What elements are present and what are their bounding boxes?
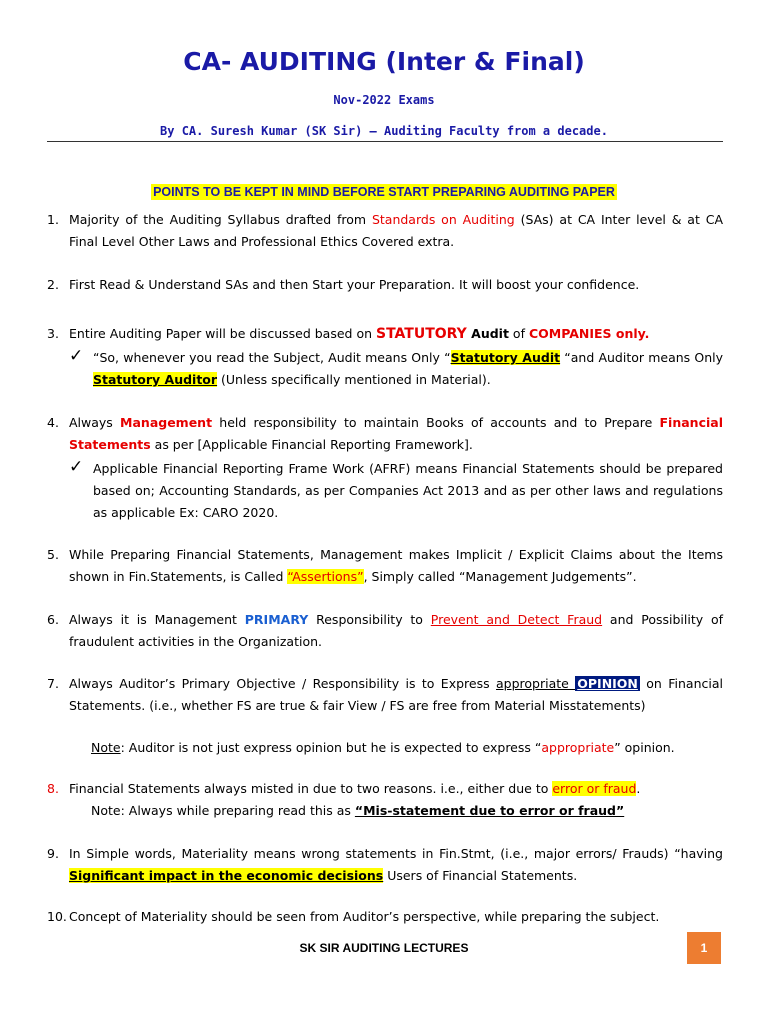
point-text bbox=[69, 323, 723, 345]
text-run: (SAs) at CA Inter level & at CA Final Level Other Laws and Professional Ethics Covered extra. bbox=[69, 212, 723, 249]
point-number: 7. bbox=[47, 676, 59, 691]
header-divider bbox=[47, 141, 723, 142]
point-3 bbox=[47, 323, 723, 345]
text-run: Always it is Management bbox=[69, 612, 245, 627]
point-number: 4. bbox=[47, 415, 59, 430]
text-run: (Unless specifically mentioned in Material). bbox=[217, 372, 491, 387]
point-text bbox=[69, 544, 723, 588]
text-run: . bbox=[636, 781, 641, 796]
highlight-term: appropriate bbox=[496, 676, 576, 691]
text-run: Audit bbox=[466, 326, 509, 341]
text-run: Users of Financial Statements. bbox=[383, 868, 578, 883]
exam-subtitle: Nov-2022 Exams bbox=[333, 93, 435, 107]
point-4 bbox=[47, 412, 723, 456]
text-run: Entire Auditing Paper will be discussed based on bbox=[69, 326, 376, 341]
point-number: 6. bbox=[47, 612, 59, 627]
point-5 bbox=[47, 544, 723, 588]
text-run: Concept of Materiality should be seen from Auditor’s perspective, while preparing the subject. bbox=[69, 909, 660, 924]
highlight-term: PRIMARY bbox=[244, 612, 309, 627]
text-run: on Financial Statements. (i.e., whether FS are true & fair View / FS are free from Material Misstatements) bbox=[69, 676, 723, 713]
point-text bbox=[69, 209, 723, 253]
note-label: Note bbox=[91, 740, 121, 755]
point-text bbox=[69, 778, 723, 800]
point-8-note bbox=[91, 800, 723, 822]
point-1 bbox=[47, 209, 723, 253]
text-run: Responsibility to bbox=[308, 612, 431, 627]
highlight-term: Statutory Auditor bbox=[93, 372, 218, 387]
point-text bbox=[69, 609, 723, 653]
text-run: Financial Statements always misted in due to two reasons. i.e., either due to bbox=[69, 781, 553, 796]
text-run: as per [Applicable Financial Reporting Framework]. bbox=[150, 437, 473, 452]
point-text bbox=[69, 673, 723, 717]
highlight-term: Prevent and Detect Fraud bbox=[430, 612, 603, 627]
highlight-term: Financial Statements bbox=[69, 415, 723, 452]
point-text bbox=[69, 906, 723, 928]
text-run: : Auditor is not just express opinion but he is expected to express “ bbox=[120, 740, 542, 755]
point-6 bbox=[47, 609, 723, 653]
point-number: 2. bbox=[47, 277, 59, 292]
point-number: 8. bbox=[47, 781, 59, 796]
point-2 bbox=[47, 274, 723, 296]
text-run: Always Auditor’s Primary Objective / Responsibility is to Express bbox=[69, 676, 497, 691]
text-run: First Read & Understand SAs and then Start your Preparation. It will boost your confidence. bbox=[69, 277, 640, 292]
point-8 bbox=[47, 778, 723, 800]
point-number: 5. bbox=[47, 547, 59, 562]
point-number: 3. bbox=[47, 326, 59, 341]
point-number: 9. bbox=[47, 846, 59, 861]
point-number: 1. bbox=[47, 212, 59, 227]
section-heading bbox=[0, 181, 768, 200]
text-run: ” opinion. bbox=[614, 740, 675, 755]
text-run: held responsibility to maintain Books of accounts and to Prepare bbox=[212, 415, 660, 430]
highlight-term: “Mis-statement due to error or fraud” bbox=[354, 803, 625, 818]
point-7 bbox=[47, 673, 723, 717]
checkmark-icon: ✓ bbox=[69, 457, 84, 477]
point-number: 10. bbox=[47, 909, 67, 924]
text-run: “So, whenever you read the Subject, Audit means Only “ bbox=[93, 350, 451, 365]
highlight-term: Management bbox=[120, 415, 213, 430]
highlight-term: COMPANIES only. bbox=[528, 326, 650, 341]
page-number: 1 bbox=[687, 932, 721, 964]
point-text bbox=[69, 843, 723, 887]
highlight-term: error or fraud bbox=[552, 781, 637, 796]
highlight-term: STATUTORY bbox=[375, 326, 467, 342]
text-run: and Possibility of fraudulent activities in the Organization. bbox=[69, 612, 724, 649]
point-9 bbox=[47, 843, 723, 887]
text-run: of bbox=[508, 326, 529, 341]
point-10 bbox=[47, 906, 723, 928]
text-run: Note: Always while preparing read this as bbox=[91, 803, 355, 818]
section-heading-text: POINTS TO BE KEPT IN MIND BEFORE START PREPARING AUDITING PAPER bbox=[153, 185, 615, 199]
text-run: In Simple words, Materiality means wrong statements in Fin.Stmt, (i.e., major errors/ Frauds) “having bbox=[69, 846, 723, 861]
opinion-badge: OPINION bbox=[577, 676, 638, 691]
highlight-term: Standards on Auditing bbox=[371, 212, 515, 227]
text-run: Majority of the Auditing Syllabus drafted from bbox=[69, 212, 372, 227]
point-text bbox=[69, 412, 723, 456]
point-text bbox=[69, 274, 723, 296]
point-3-subpoint bbox=[69, 347, 723, 391]
text-run: , Simply called “Management Judgements”. bbox=[363, 569, 637, 584]
page-title: CA- AUDITING (Inter & Final) bbox=[183, 47, 585, 76]
subpoint-text: Applicable Financial Reporting Frame Work (AFRF) means Financial Statements should be prepared based on; Accounting Standards, as per Companies Act 2013 and as per other laws and regulations as applicable Ex: CARO 2020. bbox=[93, 461, 723, 520]
highlight-term: appropriate bbox=[541, 740, 615, 755]
text-run: Always bbox=[69, 415, 121, 430]
author-byline: By CA. Suresh Kumar (SK Sir) – Auditing Faculty from a decade. bbox=[160, 124, 608, 138]
subpoint-text bbox=[93, 347, 723, 391]
text-run: “and Auditor means Only bbox=[560, 350, 723, 365]
point-4-subpoint bbox=[69, 458, 723, 524]
point-7-note bbox=[91, 737, 723, 759]
text-run: While Preparing Financial Statements, Management makes Implicit / Explicit Claims about the Items shown in Fin.Statements, is Called bbox=[69, 547, 723, 584]
highlight-term: Significant impact in the economic decisions bbox=[69, 868, 384, 883]
checkmark-icon: ✓ bbox=[69, 346, 84, 366]
highlight-term: Statutory Audit bbox=[450, 350, 561, 365]
footer-label: SK SIR AUDITING LECTURES bbox=[299, 941, 469, 955]
highlight-term: “Assertions” bbox=[287, 569, 364, 584]
